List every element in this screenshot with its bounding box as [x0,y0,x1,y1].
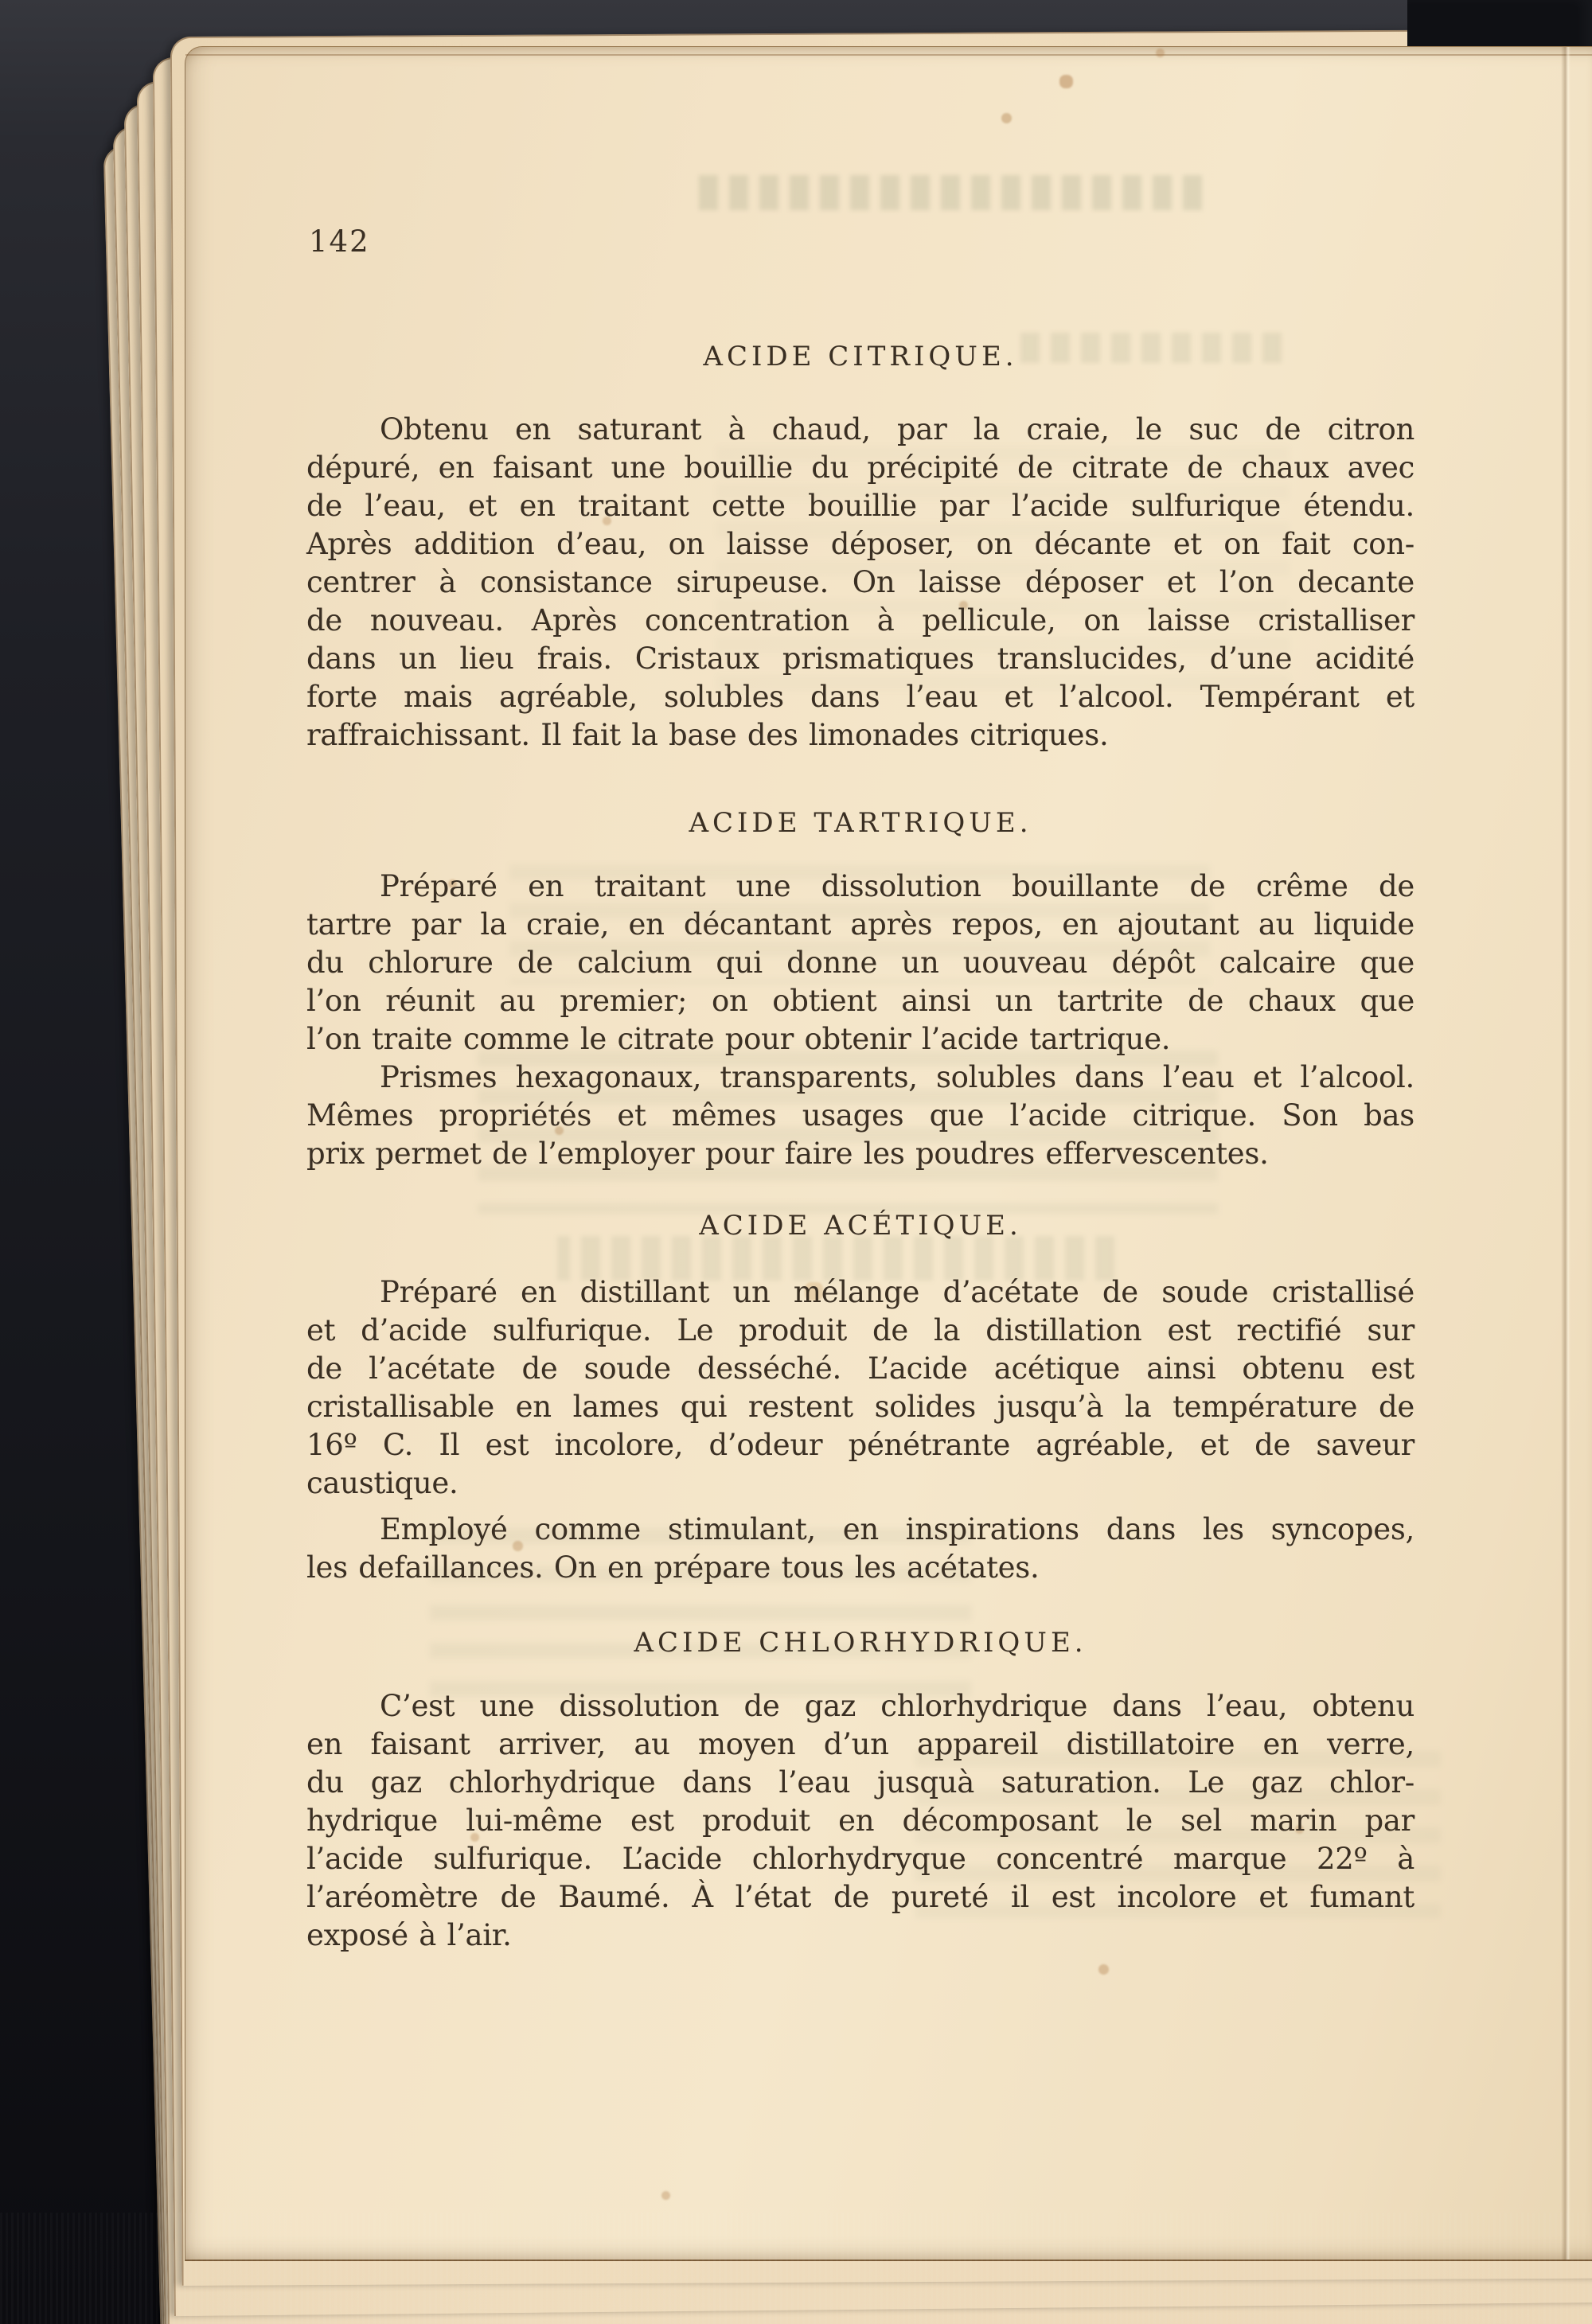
paragraph [306,1511,1414,1587]
text-line: du chlorure de calcium qui donne un uouveau dépôt calcaire que [306,946,1414,980]
text-line: et d’acide sulfurique. Le produit de la distillation est rectifié sur [306,1313,1414,1347]
section-heading: ACIDE CHLORHYDRIQUE. [634,1627,1087,1659]
foxing-spots [0,0,4,4]
page-crease [1561,47,1571,2260]
text-line: caustique. [306,1466,458,1500]
text-line: de nouveau. Après concentration à pellicule, on laisse cristalliser [306,603,1414,638]
text-line: Préparé en traitant une dissolution bouillante de crême de [380,869,1414,903]
section-chlorhydrique [306,1587,1414,1955]
section-heading: ACIDE ACÉTIQUE. [699,1210,1022,1242]
paragraph [306,1273,1414,1503]
text-line: dépuré, en faisant une bouillie du précipité de citrate de chaux avec [306,450,1414,485]
text-line: en faisant arriver, au moyen d’un appareil distillatoire en verre, [306,1727,1414,1761]
paragraph [306,1687,1414,1955]
text-line: C’est une dissolution de gaz chlorhydrique dans l’eau, obtenu [380,1689,1414,1723]
section-heading: ACIDE TARTRIQUE. [689,807,1032,839]
text-line: cristallisable en lames qui restent solides jusqu’à la température de [306,1390,1414,1424]
text-line: l’acide sulfurique. L’acide chlorhydryque concentré marque 22º à [306,1842,1414,1876]
text-line: Après addition d’eau, on laisse déposer, on décante et on fait con- [306,527,1414,561]
text-line: les defaillances. On en prépare tous les acétates. [306,1550,1040,1585]
text-line: prix permet de l’employer pour faire les poudres effervescentes. [306,1137,1269,1171]
text-line: 16º C. Il est incolore, d’odeur pénétrante agréable, et de saveur [306,1428,1414,1462]
text-line: Obtenu en saturant à chaud, par la craie, le suc de citron [380,412,1414,446]
text-line: Préparé en distillant un mélange d’acétate de soude cristallisé [380,1275,1414,1309]
paragraph [306,868,1414,1173]
text-line: de l’eau, et en traitant cette bouillie par l’acide sulfurique étendu. [306,489,1414,523]
text-line: dans un lieu frais. Cristaux prismatiques translucides, d’une acidité [306,641,1414,676]
text-line: forte mais agréable, solubles dans l’eau et l’alcool. Tempérant et [306,680,1414,714]
text-line: tartre par la craie, en décantant après repos, en ajoutant au liquide [306,907,1414,942]
section-tartrique [306,755,1414,1173]
text-line: raffraichissant. Il fait la base des limonades citriques. [306,718,1109,752]
text-line: l’aréomètre de Baumé. À l’état de pureté il est incolore et fumant [306,1880,1414,1914]
section-citrique [306,0,1414,755]
text-line: Prismes hexagonaux, transparents, solubles dans l’eau et l’alcool. [380,1060,1414,1094]
text-line: du gaz chlorhydrique dans l’eau jusquà saturation. Le gaz chlor- [306,1765,1414,1800]
text-line: l’on réunit au premier; on obtient ainsi un tartrite de chaux que [306,984,1414,1018]
text-line: Mêmes propriétés et mêmes usages que l’acide citrique. Son bas [306,1098,1414,1133]
text-line: centrer à consistance sirupeuse. On laisse déposer et l’on decante [306,565,1414,599]
page-number: 142 [309,224,370,259]
paragraph [306,411,1414,755]
text-line: Employé comme stimulant, en inspirations dans les syncopes, [380,1512,1414,1546]
section-acetique [306,1173,1414,1587]
text-column [306,0,1414,1955]
text-line: exposé à l’air. [306,1918,512,1952]
text-line: l’on traite comme le citrate pour obtenir l’acide tartrique. [306,1022,1171,1056]
section-heading: ACIDE CITRIQUE. [703,341,1018,372]
text-line: de l’acétate de soude desséché. L’acide acétique ainsi obtenu est [306,1351,1414,1386]
text-line: hydrique lui-même est produit en décomposant le sel marin par [306,1803,1414,1838]
